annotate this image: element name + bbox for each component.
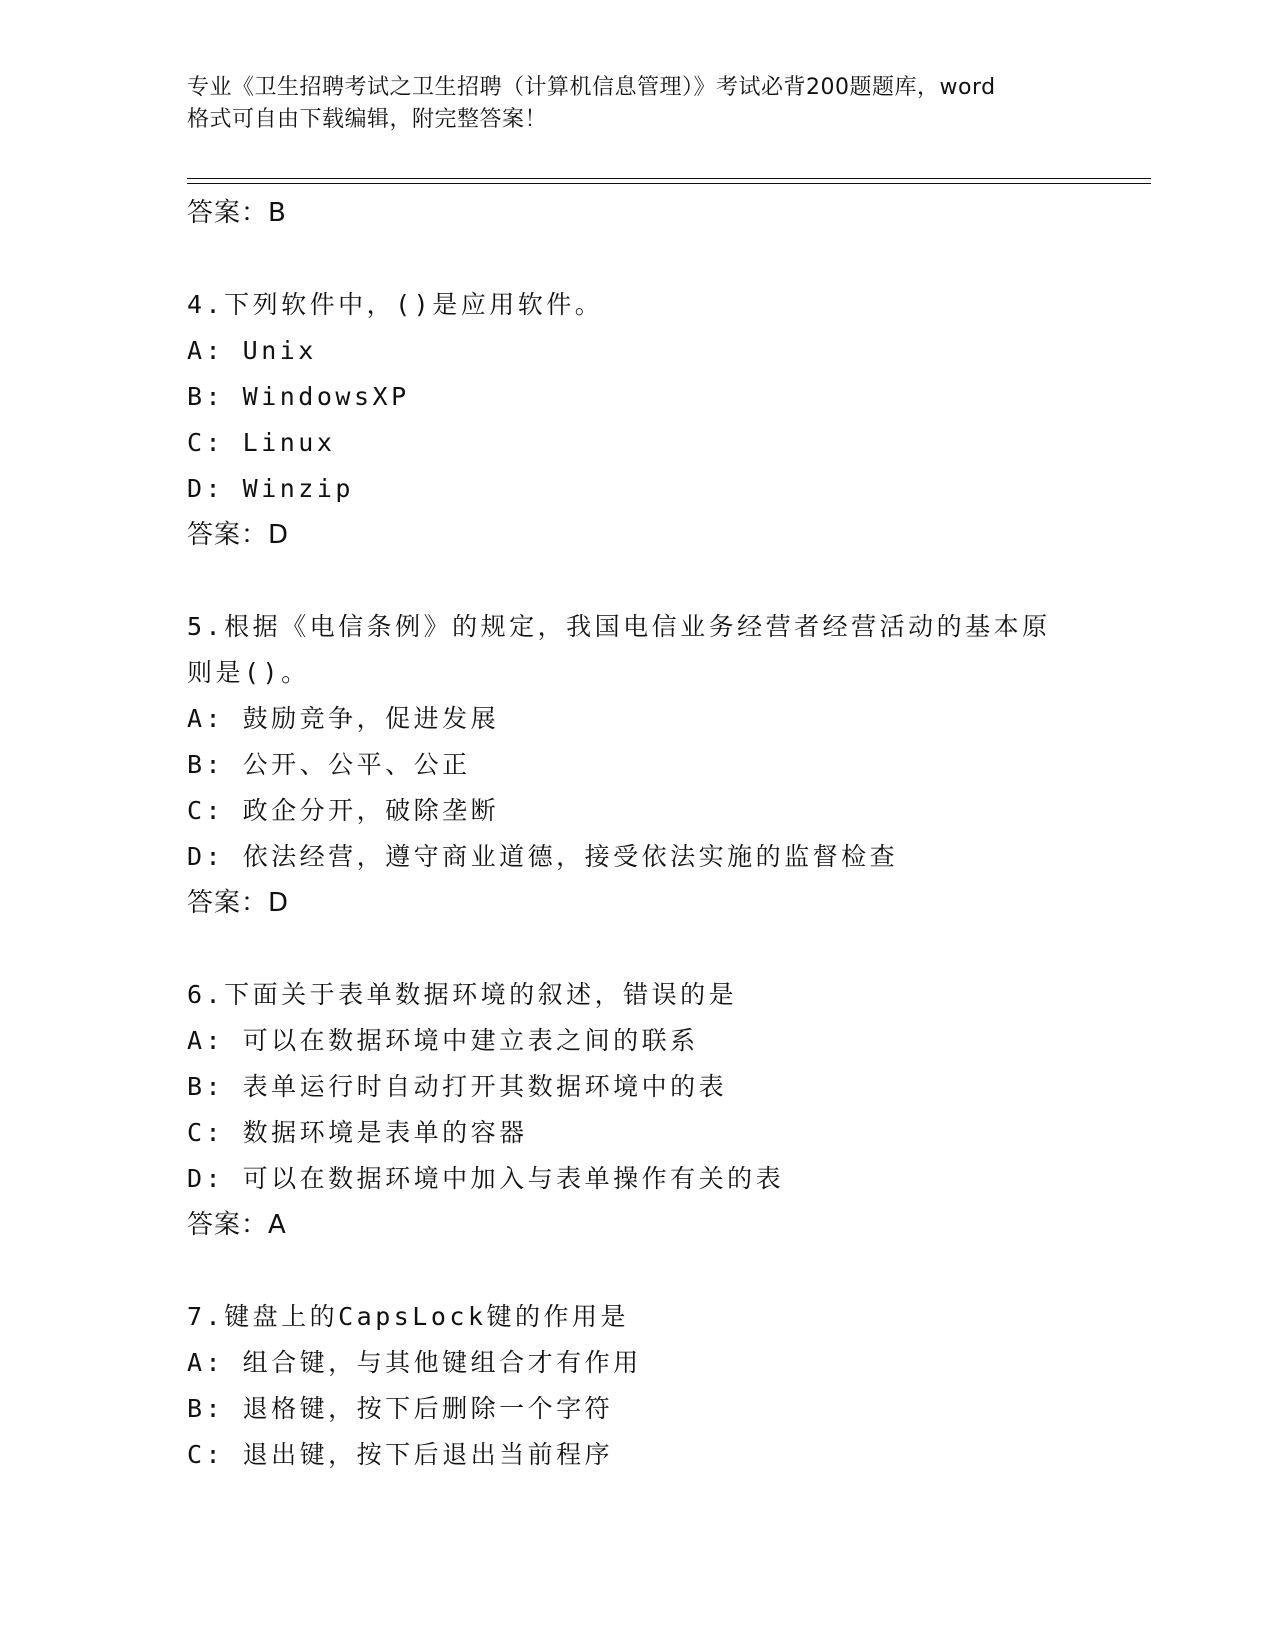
option-a: A: 可以在数据环境中建立表之间的联系: [187, 1026, 699, 1055]
option-b: B: 表单运行时自动打开其数据环境中的表: [187, 1072, 728, 1101]
question-stem: 5.根据《电信条例》的规定，我国电信业务经营者经营活动的基本原: [187, 612, 1051, 641]
option-d: D: 可以在数据环境中加入与表单操作有关的表: [187, 1164, 785, 1193]
spacer: [187, 1248, 1127, 1294]
question-stem: 4.下列软件中，()是应用软件。: [187, 290, 604, 319]
option-b: B: 公开、公平、公正: [187, 750, 471, 779]
answer: 答案：D: [187, 520, 290, 550]
header-rule-bottom: [187, 183, 1151, 184]
header-line-2: 格式可自由下载编辑，附完整答案！: [187, 107, 548, 132]
option-c: C: 政企分开，破除垄断: [187, 796, 500, 825]
option-a: A: Unix: [187, 336, 317, 365]
option-a: A: 鼓励竞争，促进发展: [187, 704, 500, 733]
question-stem: 6.下面关于表单数据环境的叙述，错误的是: [187, 980, 738, 1009]
question-4: [187, 282, 1127, 558]
option-c: C: 退出键，按下后退出当前程序: [187, 1440, 614, 1469]
option-d: D: Winzip: [187, 474, 354, 503]
option-a: A: 组合键，与其他键组合才有作用: [187, 1348, 642, 1377]
spacer: [187, 926, 1127, 972]
question-stem-continued: 则是()。: [187, 658, 310, 687]
option-c: C: Linux: [187, 428, 336, 457]
spacer: [187, 558, 1127, 604]
question-list: [187, 190, 1127, 1478]
question-6: [187, 972, 1127, 1248]
option-d: D: 依法经营，遵守商业道德，接受依法实施的监督检查: [187, 842, 899, 871]
answer: 答案：A: [187, 1210, 287, 1240]
question-5: [187, 604, 1127, 926]
option-b: B: WindowsXP: [187, 382, 410, 411]
header-rule-top: [187, 178, 1151, 179]
answer: 答案：D: [187, 888, 290, 918]
answer-q3: 答案：B: [187, 198, 287, 228]
question-stem: 7.键盘上的CapsLock键的作用是: [187, 1302, 630, 1331]
question-7: [187, 1294, 1127, 1478]
document-header: [187, 72, 1087, 136]
header-line-1: 专业《卫生招聘考试之卫生招聘（计算机信息管理）》考试必背200题题库，word: [187, 75, 996, 100]
option-c: C: 数据环境是表单的容器: [187, 1118, 528, 1147]
spacer: [187, 236, 1127, 282]
option-b: B: 退格键，按下后删除一个字符: [187, 1394, 614, 1423]
